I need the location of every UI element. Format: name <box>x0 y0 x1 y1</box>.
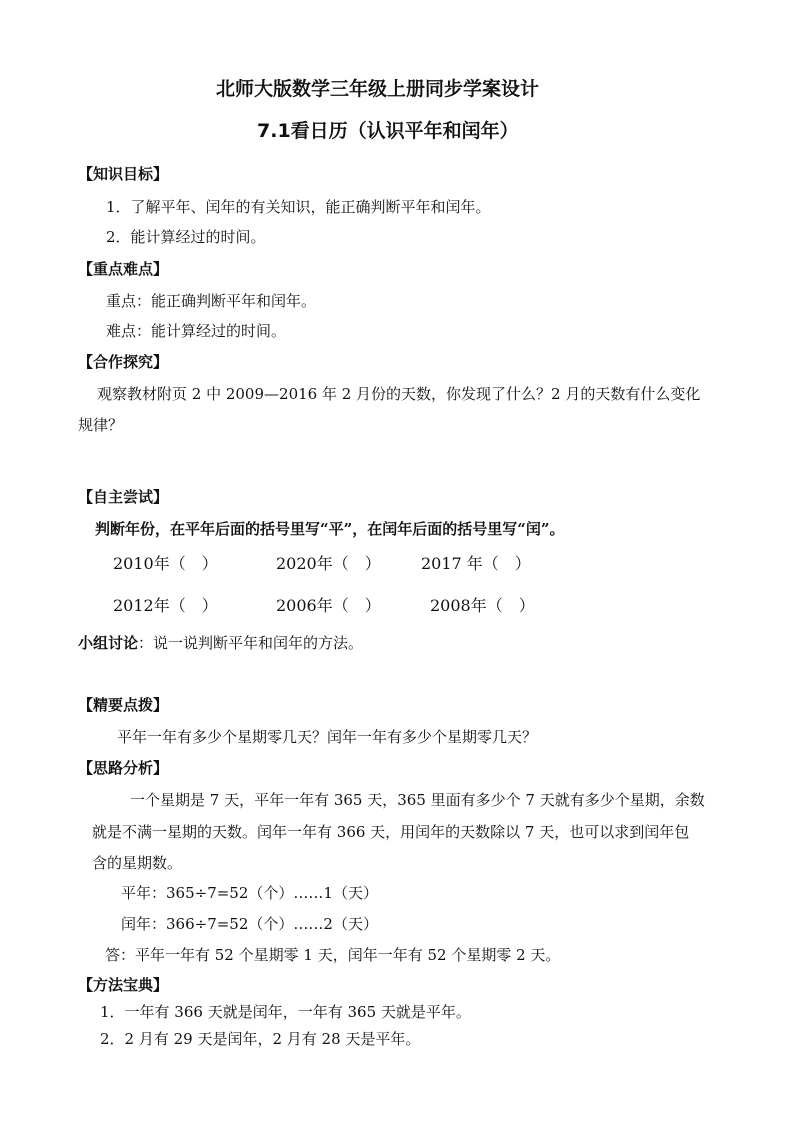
analysis-answer: 答：平年一年有 52 个星期零 1 天，闰年一年有 52 个星期零 2 天。 <box>105 946 561 964</box>
exploration-text-line-2: 规律？ <box>78 416 124 434</box>
analysis-line-1: 一个星期是 7 天，平年一年有 365 天，365 里面有多少个 7 天就有多少个星期，余数 <box>130 791 705 809</box>
key-point: 重点：能正确判断平年和闰年。 <box>106 292 317 310</box>
method-item-1: 1．一年有 366 天就是闰年，一年有 365 天就是平年。 <box>100 1003 471 1021</box>
document-title: 北师大版数学三年级上册同步学案设计 <box>216 78 540 100</box>
year-item-2017: 2017 年（ ） <box>421 554 531 573</box>
group-discussion <box>78 633 363 653</box>
year-item-2012: 2012年（ ） <box>113 596 218 615</box>
calc-leap-year: 闰年：366÷7=52（个）……2（天） <box>121 915 378 933</box>
self-try-instruction: 判断年份，在平年后面的括号里写“平”，在闰年后面的括号里写“闰”。 <box>95 520 565 538</box>
difficult-point: 难点：能计算经过的时间。 <box>106 322 287 340</box>
lesson-title: 7.1看日历（认识平年和闰年） <box>257 120 519 142</box>
method-item-2: 2．2 月有 29 天是闰年，2 月有 28 天是平年。 <box>100 1030 421 1048</box>
year-item-2008: 2008年（ ） <box>430 596 535 615</box>
analysis-line-2: 就是不满一星期的天数。闰年一年有 366 天，用闰年的天数除以 7 天，也可以求到闰年包 <box>92 823 690 841</box>
analysis-line-3: 含的星期数。 <box>92 854 183 872</box>
section-heading-key-guidance: 【精要点拨】 <box>78 696 169 714</box>
calc-common-year: 平年：365÷7=52（个）……1（天） <box>121 884 378 902</box>
year-item-2020: 2020年（ ） <box>276 554 381 573</box>
section-heading-knowledge-goals: 【知识目标】 <box>78 165 169 183</box>
group-discussion-label: 小组讨论 <box>78 634 139 652</box>
knowledge-item-2: 2．能计算经过的时间。 <box>106 228 266 246</box>
section-heading-method: 【方法宝典】 <box>78 976 169 994</box>
guidance-question: 平年一年有多少个星期零几天？闰年一年有多少个星期零几天？ <box>117 728 538 746</box>
group-discussion-text: ：说一说判断平年和闰年的方法。 <box>138 634 364 652</box>
knowledge-item-1: 1．了解平年、闰年的有关知识，能正确判断平年和闰年。 <box>106 198 491 216</box>
year-item-2006: 2006年（ ） <box>276 596 381 615</box>
section-heading-self-try: 【自主尝试】 <box>78 488 169 506</box>
year-item-2010: 2010年（ ） <box>113 554 218 573</box>
section-heading-key-points: 【重点难点】 <box>78 260 169 278</box>
section-heading-cooperative-exploration: 【合作探究】 <box>78 353 169 371</box>
exploration-text-line-1: 观察教材附页 2 中 2009—2016 年 2 月份的天数，你发现了什么？2 月的天数有什么变化 <box>97 385 701 403</box>
section-heading-analysis: 【思路分析】 <box>78 759 169 777</box>
